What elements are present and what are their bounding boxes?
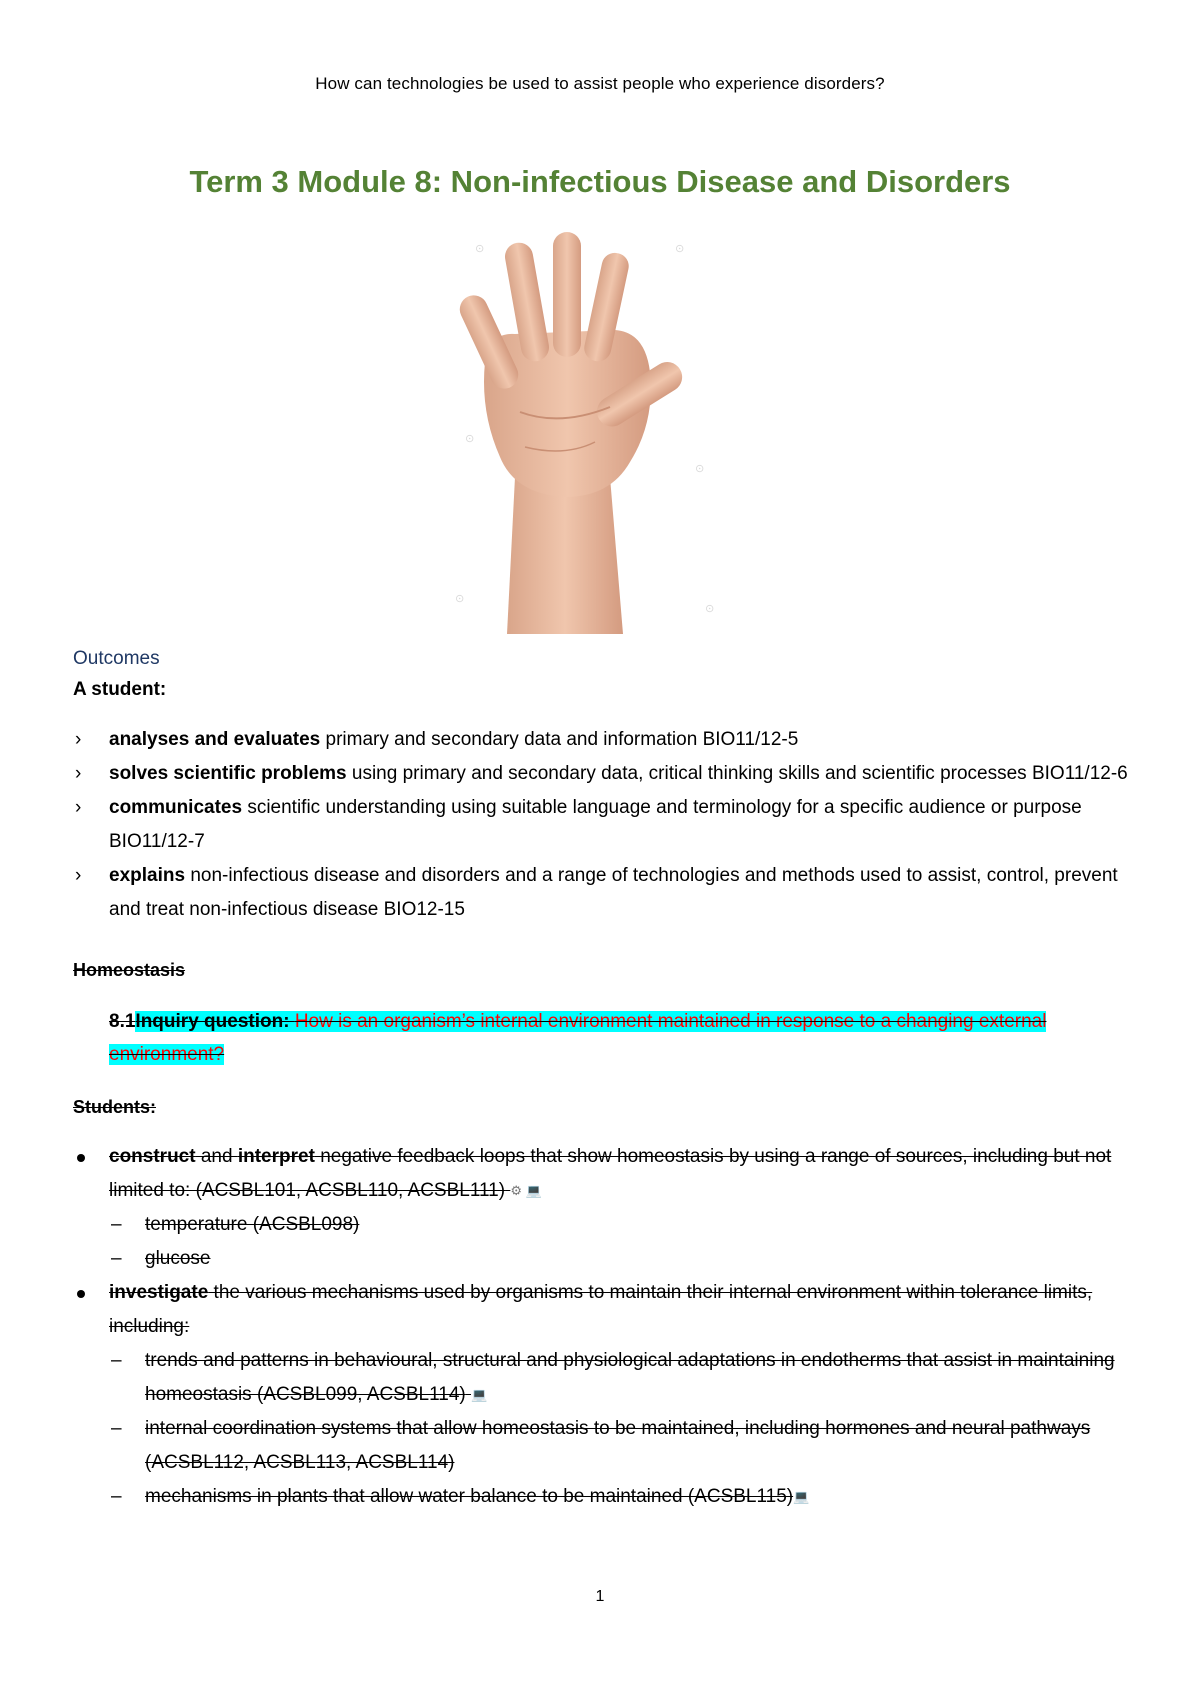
- outcome-item: [73, 723, 1143, 757]
- chevron-right-icon: ›: [75, 763, 82, 784]
- student-label: A student:: [73, 679, 167, 700]
- content-list: [73, 1140, 1143, 1514]
- content-text: internal coordination systems that allow homeostasis to be maintained, including hormones and neural pathways (ACSBL112, ACSBL113, ACSBL114): [145, 1418, 1091, 1474]
- homeostasis-heading: Homeostasis: [73, 960, 186, 980]
- outcome-text: scientific understanding using suitable language and terminology for a specific audience or purpose BIO11/12-7: [109, 797, 1082, 852]
- outcome-verb: analyses and evaluates: [109, 729, 321, 750]
- content-verb: construct: [109, 1146, 196, 1167]
- content-subitem: [73, 1242, 1143, 1276]
- outcomes-heading: Outcomes: [73, 648, 160, 669]
- content-verb: interpret: [237, 1146, 315, 1167]
- watermark-icon: ⊙: [692, 461, 708, 477]
- inquiry-number: 8.1: [109, 1011, 136, 1032]
- inquiry-question: [109, 1005, 1119, 1071]
- content-subitem: [73, 1480, 1143, 1514]
- outcome-text: primary and secondary data and information BIO11/12-5: [320, 729, 799, 750]
- outcome-verb: communicates: [109, 797, 243, 818]
- outcomes-list: [73, 723, 1143, 927]
- dash-icon: –: [111, 1248, 122, 1270]
- content-subitem: [73, 1344, 1143, 1412]
- content-text: and: [195, 1146, 238, 1167]
- outcome-verb: solves scientific problems: [109, 763, 347, 784]
- page-header: How can technologies be used to assist people who experience disorders?: [315, 74, 885, 93]
- dash-icon: –: [111, 1350, 122, 1372]
- content-text: glucose: [145, 1248, 211, 1270]
- watermark-icon: ⊙: [702, 601, 718, 617]
- outcome-item: [73, 859, 1143, 927]
- chevron-right-icon: ›: [75, 729, 82, 750]
- bullet-icon: [77, 1154, 85, 1162]
- content-item: [73, 1276, 1143, 1344]
- dash-icon: –: [111, 1486, 122, 1508]
- content-subitem: [73, 1208, 1143, 1242]
- content-text: negative feedback loops that show homeostasis by using a range of sources, including but not limited to: (ACSBL101, ACSBL110, ACSBL111): [109, 1146, 1112, 1202]
- content-text: mechanisms in plants that allow water balance to be maintained (ACSBL115): [145, 1486, 794, 1508]
- watermark-icon: ⊙: [672, 241, 688, 257]
- chevron-right-icon: ›: [75, 865, 82, 886]
- outcome-verb: explains: [109, 865, 186, 886]
- document-title: Term 3 Module 8: Non-infectious Disease and Disorders: [189, 164, 1011, 199]
- gear-computer-icon: ⚙ 💻: [510, 1183, 542, 1198]
- outcome-text: non-infectious disease and disorders and a range of technologies and methods used to assist, control, prevent and treat non-infectious disease BIO12-15: [109, 865, 1118, 920]
- hand-illustration: [445, 222, 745, 634]
- watermark-icon: ⊙: [462, 431, 478, 447]
- watermark-icon: ⊙: [472, 241, 488, 257]
- computer-icon: 💻: [793, 1489, 810, 1505]
- inquiry-text: How is an organism’s internal environment maintained in response to a changing external environment?: [109, 1011, 1047, 1065]
- hand-image: [445, 222, 745, 634]
- outcome-item: [73, 791, 1143, 859]
- content-item: [73, 1140, 1143, 1208]
- content-verb: investigate: [109, 1282, 209, 1304]
- page-number: 1: [595, 1588, 605, 1605]
- outcome-item: [73, 757, 1143, 791]
- dash-icon: –: [111, 1418, 122, 1440]
- chevron-right-icon: ›: [75, 797, 82, 818]
- dash-icon: –: [111, 1214, 122, 1236]
- content-text: trends and patterns in behavioural, structural and physiological adaptations in endotherms that assist in maintaining homeostasis (ACSBL099, ACSBL114): [145, 1350, 1115, 1406]
- computer-icon: 💻: [471, 1387, 488, 1403]
- content-text: temperature (ACSBL098): [145, 1214, 360, 1236]
- inquiry-label: Inquiry question:: [135, 1011, 290, 1032]
- content-text: the various mechanisms used by organisms to maintain their internal environment within tolerance limits, including:: [109, 1282, 1093, 1338]
- content-subitem: [73, 1412, 1143, 1480]
- students-label: Students:: [73, 1097, 156, 1117]
- bullet-icon: [77, 1290, 85, 1298]
- watermark-icon: ⊙: [452, 591, 468, 607]
- outcome-text: using primary and secondary data, critical thinking skills and scientific processes BIO11/12-6: [346, 763, 1128, 784]
